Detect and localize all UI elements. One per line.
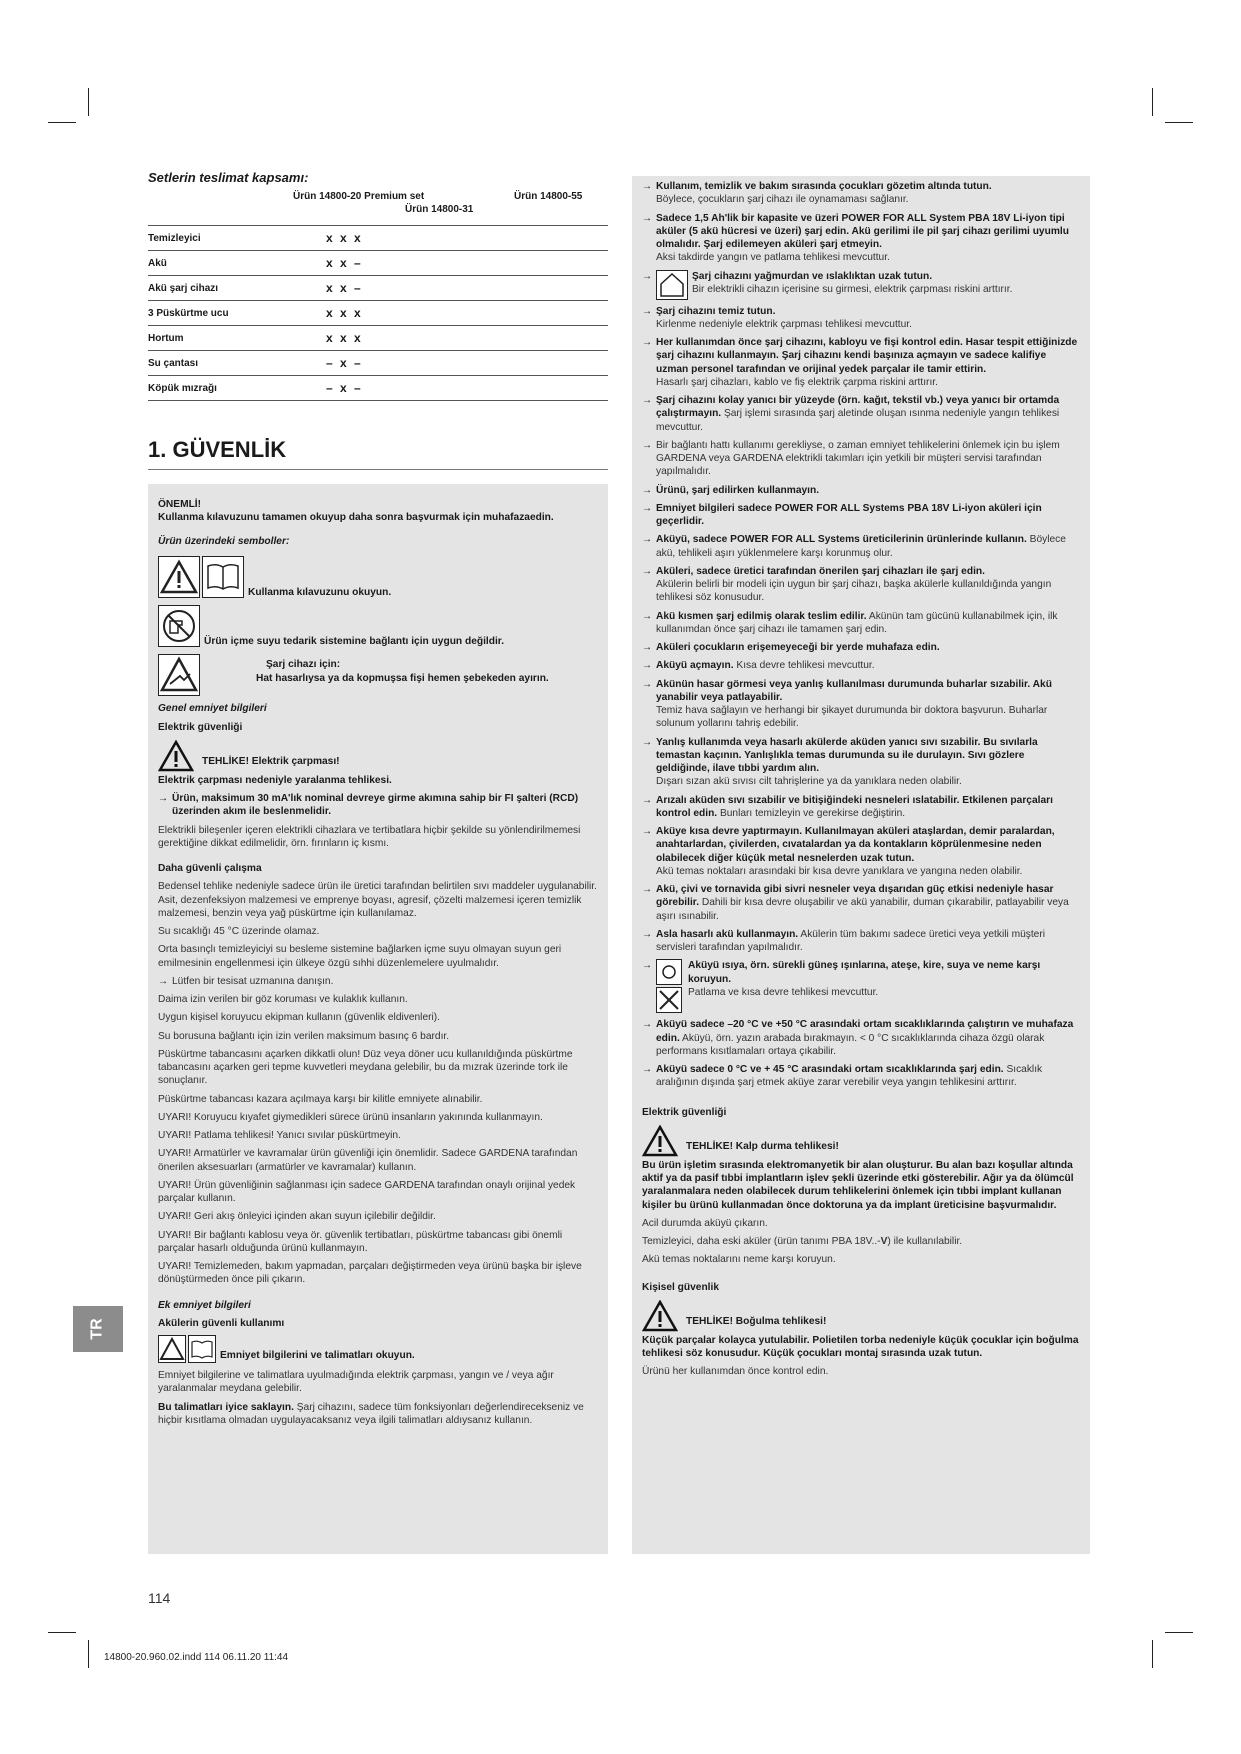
crop-mark — [1152, 1640, 1153, 1668]
r19-bold: Akü, çivi ve tornavida gibi sivri nesneler veya dışarıdan güç etkisi nedeniyle hasar görebilir. — [656, 884, 1054, 909]
crop-mark — [88, 1640, 89, 1668]
older-batteries-b: V — [880, 1236, 888, 1247]
danger-suffocation — [642, 1300, 1080, 1332]
r3-bold: Şarj cihazını yağmurdan ve ıslaklıktan uzak tutun. — [692, 270, 933, 282]
safer-11: UYARI! Patlama tehlikesi! Yanıcı sıvılar püskürtmeyin. — [158, 1130, 401, 1141]
warning-triangle-icon — [642, 1125, 678, 1157]
warning-triangle-icon — [158, 556, 200, 598]
safer-12: UYARI! Armatürler ve kavramalar ürün güvenliği için önemlidir. Sadece GARDENA tarafından önerilen aksesuarları (armatürler ve kavramalar) kullanın. — [158, 1148, 578, 1173]
r15-text: Temiz hava sağlayın ve herhangi bir şikayet durumunda bir doktora başvurun. Buharlar solunum yollarını tahriş edebilir. — [656, 705, 1048, 730]
no-water-icon — [656, 987, 682, 1013]
row-item-name: Köpük mızrağı — [148, 382, 217, 394]
arrow-icon: → — [642, 395, 653, 406]
safer-6: Uygun kişisel koruyucu ekipman kullanın (güvenlik eldivenleri). — [158, 1012, 440, 1024]
warning-triangle-icon — [158, 1335, 186, 1363]
general-safety-title: Genel emniyet bilgileri — [158, 703, 267, 715]
language-tab — [73, 1306, 123, 1352]
header-product-3: Ürün 14800-55 — [514, 191, 583, 202]
safer-7: Su borusuna bağlantı için izin verilen maksimum basınç 6 bardır. — [158, 1030, 450, 1042]
r6-text: Şarj işlemi sırasında şarj aletinde oluşan ısınma nedeniyle yangın tehlikesi mevcuttur. — [656, 408, 1060, 433]
row-item-name: Su çantası — [148, 357, 199, 369]
crop-mark — [88, 88, 89, 116]
safer-3: Orta basınçlı temizleyiciyi su besleme sistemine bağlarken içme suyu olmayan suyun geri emilmesinin engellenmesi için ülkeye özgü sıhhi düzenlemelere uyulmalıdır. — [158, 944, 562, 969]
r20-text: Akülerin tüm bakımı sadece üretici veya yetkili müşteri servisleri tarafından yapılmalıdır. — [656, 928, 1045, 953]
important-label: ÖNEMLİ! — [158, 499, 202, 510]
r5-bold: Her kullanımdan önce şarj cihazını, kabloyu ve fişi kontrol edin. Hasar tespit ettiğinizde şarj cihazını kullanmayın. Şarj cihazını kendi başınıza açmayın ve sadece kalifiye uzman personel tarafından ve orijinal yedek parçalar ile tamir ettirin. — [656, 337, 1078, 375]
section-title: 1. GÜVENLİK — [148, 437, 608, 470]
read-instructions-note: Emniyet bilgilerine ve talimatlara uyulmadığında elektrik çarpması, yangın ve / veya ağır yaralanmalar meydana gelebilir. — [158, 1370, 554, 1395]
personal-safety-title: Kişisel güvenlik — [642, 1281, 720, 1293]
safer-15: UYARI! Bir bağlantı kablosu veya ör. güvenlik tertibatları, püskürtme tabancası gibi önemli parçalar hasarlı olduğunda ürünü kullanmayın. — [158, 1229, 563, 1254]
row-item-value: x x – — [326, 256, 363, 270]
electrical-safety-title: Elektrik güvenliği — [158, 721, 243, 733]
safer-10: UYARI! Koruyucu kıyafet giymedikleri sürece ürünü insanların yakınında kullanmayın. — [158, 1111, 543, 1123]
r21-text: Patlama ve kısa devre tehlikesi mevcuttur. — [688, 986, 879, 998]
delivery-title: Setlerin teslimat kapsamı: — [148, 170, 309, 185]
heat-sun-icon — [656, 959, 682, 985]
r23-text: Sıcaklık aralığının dışında şarj etmek aküye zarar verebilir veya yangın tehlikesini arttırır. — [656, 1064, 1043, 1089]
safer-16: UYARI! Temizlemeden, bakım yapmadan, parçaları değiştirmeden veya ürünü başka bir işleve dönüştürmeden önce pili çıkarın. — [158, 1261, 582, 1286]
crop-mark — [48, 122, 76, 123]
row-item-value: x x x — [326, 331, 363, 345]
older-batteries-c: ) ile kullanılabilir. — [887, 1236, 963, 1247]
arrow-icon: → — [642, 212, 653, 224]
arrow-icon: → — [642, 270, 653, 282]
r19-text: Dahili bir kısa devre oluşabilir ve akü yanabilir, duman çıkarabilir, patlayabilir veya aşırı ısınabilir. — [656, 897, 1069, 922]
symbol-manual-text: Kullanma kılavuzunu okuyun. — [248, 586, 392, 598]
danger-heart — [642, 1125, 1080, 1157]
row-item-name: Hortum — [148, 332, 184, 344]
symbol-charger-text: Hat hasarlıysa ya da kopmuşsa fişi hemen şebekeden ayırın. — [256, 672, 549, 684]
symbols-title: Ürün üzerindeki semboller: — [158, 535, 290, 547]
r18-text: Akü temas noktaları arasındaki bir kısa devre yanıklara ve yangına neden olabilir. — [656, 865, 1023, 877]
crop-mark — [1165, 122, 1193, 123]
r4-text: Kirlenme nedeniyle elektrik çarpması tehlikesi mevcuttur. — [656, 318, 912, 330]
emergency-note: Acil durumda aküyü çıkarın. — [642, 1217, 768, 1229]
arrow-icon: → — [642, 439, 653, 451]
keep-instructions-bold: Bu talimatları iyice saklayın. — [158, 1401, 294, 1413]
safer-1: Bedensel tehlike nedeniyle sadece ürün ile üretici tarafından belirtilen sıvı maddeler uygulanabilir. Asit, dezenfeksiyon malzemesi ve emprenye boyası, agresif, çözelti malzemesi içeren temizlik malzemesi, benzin veya yağ püskürtme için kullanılamaz. — [158, 881, 597, 919]
crop-mark — [1152, 88, 1153, 116]
symbol-manual — [158, 556, 598, 599]
no-drinking-water-icon — [158, 605, 200, 647]
arrow-icon: → — [642, 642, 653, 653]
symbol-drinking-water — [158, 605, 598, 648]
rain-house-icon — [656, 270, 688, 300]
language-tab-label: TR — [88, 1318, 106, 1340]
battery-safety-title: Akülerin güvenli kullanımı — [158, 1317, 285, 1329]
row-item-name: Akü — [148, 257, 167, 269]
table-row — [148, 250, 608, 275]
arrow-icon: → — [642, 884, 653, 895]
page-number: 114 — [148, 1590, 171, 1606]
r8-bold: Ürünü, şarj edilirken kullanmayın. — [656, 484, 820, 496]
arrow-icon: → — [642, 826, 653, 837]
row-item-value: – x – — [326, 356, 363, 370]
danger-electric-sub: Elektrik çarpması nedeniyle yaralanma tehlikesi. — [158, 774, 392, 786]
safer-9: Püskürtme tabancası kazara açılmaya karşı bir kilitle emniyete alınabilir. — [158, 1093, 483, 1105]
extra-safety-title: Ek emniyet bilgileri — [158, 1299, 251, 1311]
r20-bold: Asla hasarlı akü kullanmayın. — [656, 928, 799, 940]
table-row — [148, 225, 608, 250]
arrow-icon: → — [642, 736, 653, 748]
safer-2: Su sıcaklığı 45 °C üzerinde olamaz. — [158, 926, 320, 937]
r6-bold: Şarj cihazını kolay yanıcı bir yüzeyde (örn. kağıt, tekstil vb.) veya yanıcı bir ortamda çalıştırmayın. — [656, 395, 1060, 420]
electrical-safety-2-title: Elektrik güvenliği — [642, 1106, 727, 1118]
safer-4: Lütfen bir tesisat uzmanına danışın. — [172, 975, 334, 987]
safer-14: UYARI! Geri akış önleyici içinden akan suyun içilebilir değildir. — [158, 1211, 436, 1223]
arrow-icon: → — [642, 1019, 653, 1031]
row-item-value: x x – — [326, 281, 363, 295]
delivery-table — [148, 170, 608, 401]
header-product-1: Ürün 14800-20 Premium set — [293, 191, 425, 202]
danger-suffocation-text: Küçük parçalar kolayca yutulabilir. Polietilen torba nedeniyle küçük çocuklar için boğulma tehlikesi söz konusudur. Küçük çocukları montaj sırasında uzak tutun. — [642, 1334, 1079, 1359]
arrow-icon: → — [642, 565, 653, 577]
arrow-icon: → — [642, 502, 653, 514]
rcd-note: Ürün, maksimum 30 mA'lık nominal devreye girme akımına sahip bir FI şalteri (RCD) üzerinden akım ile beslenmelidir. — [172, 793, 579, 818]
important-text: Kullanma kılavuzunu tamamen okuyup daha sonra başvurmak için muhafazaedin. — [158, 512, 554, 524]
contacts-note: Akü temas noktalarını neme karşı koruyun. — [642, 1254, 836, 1266]
read-instructions-text: Emniyet bilgilerini ve talimatları okuyun. — [220, 1350, 415, 1361]
left-column — [148, 484, 608, 1554]
r13-bold: Aküleri çocukların erişemeyeceği bir yerde muhafaza edin. — [656, 642, 940, 653]
warning-triangle-icon — [642, 1300, 678, 1332]
safer-work-title: Daha güvenli çalışma — [158, 863, 262, 874]
danger-suffocation-label: TEHLİKE! Boğulma tehlikesi! — [686, 1316, 827, 1328]
row-item-name: 3 Püskürtme ucu — [148, 307, 229, 319]
r7-text: Bir bağlantı hattı kullanımı gerekliyse, o zaman emniyet tehlikelerini önlemek için bu işlem GARDENA veya GARDENA elektrikli takımları için yetkili bir müşteri servisi tarafından yapılmalıdır. — [656, 439, 1060, 478]
r12-bold: Akü kısmen şarj edilmiş olarak teslim edilir. — [656, 610, 867, 622]
table-row — [148, 300, 608, 325]
r10-text: Böylece akü, tehlikeli aşırı yüklenmelere karşı korunmuş olur. — [656, 534, 1066, 559]
symbol-drinking-water-text: Ürün içme suyu tedarik sistemine bağlantı için uygun değildir. — [204, 636, 505, 647]
danger-electric-label: TEHLİKE! Elektrik çarpması! — [202, 756, 340, 768]
r14-bold: Aküyü açmayın. — [656, 660, 734, 672]
table-row — [148, 275, 608, 300]
check-product-note: Ürünü her kullanımdan önce kontrol edin. — [642, 1366, 829, 1378]
book-icon — [188, 1335, 216, 1363]
r2-bold: Sadece 1,5 Ah'lik bir kapasite ve üzeri POWER FOR ALL System PBA 18V Li-iyon tipi aküler (5 akü hücresi ve üzeri) şarj edin. Akü gerilimi ile pil şarj cihazı gerilimi uyumlu olmalıdır. Şarj edilemeyen aküleri şarj etmeyin. — [656, 212, 1069, 250]
table-row — [148, 325, 608, 350]
danger-heart-label: TEHLİKE! Kalp durma tehlikesi! — [686, 1141, 839, 1153]
table-row — [148, 350, 608, 375]
row-item-name: Akü şarj cihazı — [148, 282, 219, 294]
r3-text: Bir elektrikli cihazın içerisine su girmesi, elektrik çarpması riskini arttırır. — [692, 283, 1013, 295]
delivery-header — [148, 191, 608, 225]
arrow-icon: → — [158, 793, 169, 804]
book-icon — [202, 556, 244, 598]
row-item-value: x x x — [326, 306, 363, 320]
r11-text: Akülerin belirli bir modeli için uygun bir şarj cihazı, başka akülerle kullanıldığında yangın tehlikesi söz konusudur. — [656, 579, 1052, 604]
arrow-icon: → — [642, 660, 653, 672]
r9-bold: Emniyet bilgileri sadece POWER FOR ALL Systems PBA 18V Li-iyon aküleri için geçerlidir. — [656, 502, 1042, 527]
electric-note: Elektrikli bileşenler içeren elektrikli cihazlara ve tertibatlara hiçbir şekilde su yönlendirilmemesi gerektiğine dikkat edilmelidir, örn. fırınların iç kısmı. — [158, 824, 581, 849]
arrow-icon: → — [158, 975, 169, 987]
symbol-charger-title: Şarj cihazı için: — [266, 659, 341, 671]
cable-warning-icon — [158, 654, 200, 696]
file-info: 14800-20.960.02.indd 114 06.11.20 11:44 — [104, 1652, 289, 1663]
row-item-value: – x – — [326, 381, 363, 395]
keep-instructions-text: Şarj cihazını, sadece tüm fonksiyonları değerlendirecekseniz ve hiçbir kısıtlama olmadan uygulayacaksanız veya ilgili talimatları aldıysanız kullanın. — [158, 1401, 584, 1426]
r22-text: Aküyü, örn. yazın arabada bırakmayın. < 0 °C sıcaklıklarında cihaza özgü olarak performans kısıtlamaları ortaya çıkabilir. — [656, 1032, 1045, 1057]
arrow-icon: → — [642, 960, 653, 972]
warning-triangle-icon — [158, 740, 194, 772]
right-column — [632, 176, 1090, 1554]
row-item-name: Temizleyici — [148, 232, 201, 244]
r23-bold: Aküyü sadece 0 °C ve + 45 °C arasındaki ortam sıcaklıklarında şarj edin. — [656, 1064, 1004, 1075]
danger-electric — [158, 740, 598, 772]
older-batteries-a: Temizleyici, daha eski aküler (ürün tanımı PBA 18V..- — [642, 1236, 881, 1247]
arrow-icon: → — [642, 181, 653, 192]
r4-bold: Şarj cihazını temiz tutun. — [656, 305, 776, 317]
r17-bold: Arızalı aküden sıvı sızabilir ve bitişiğindeki nesneleri ıslatabilir. Etkilenen parçaları kontrol edin. — [656, 794, 1053, 819]
arrow-icon: → — [642, 1064, 653, 1075]
symbol-read-instructions — [158, 1335, 598, 1363]
r18-bold: Aküye kısa devre yaptırmayın. Kullanılmayan aküleri ataşlardan, demir paralardan, anahtarlardan, çivilerden, cıvatalardan ya da kontakların köprülenmesine neden olabilecek diğer küçük metal nesnelerden uzak tutun. — [656, 826, 1055, 864]
r22-bold: Aküyü sadece –20 °C ve +50 °C arasındaki ortam sıcaklıklarında çalıştırın ve muhafaza edin. — [656, 1019, 1074, 1044]
safer-13: UYARI! Ürün güvenliğinin sağlanması için sadece GARDENA tarafından onaylı orijinal yedek parçalar kullanın. — [158, 1179, 576, 1204]
table-row — [148, 375, 608, 400]
safer-5: Daima izin verilen bir göz koruması ve kulaklık kullanın. — [158, 994, 408, 1005]
arrow-icon: → — [642, 928, 653, 940]
header-product-2: Ürün 14800-31 — [405, 204, 474, 215]
r12-text: Akünün tam gücünü kullanabilmek için, ilk kullanımdan önce şarj cihazı ile tamamen şarj edin. — [656, 610, 1058, 635]
arrow-icon: → — [642, 678, 653, 690]
r16-bold: Yanlış kullanımda veya hasarlı akülerde aküden yanıcı sıvı sızabilir. Bu sıvılarla temastan kaçının. Yanlışlıkla temas durumunda su ile durulayın. Sıvı gözlere geldiğinde, ilave tıbbi yardım alın. — [656, 736, 1038, 774]
arrow-icon: → — [642, 794, 653, 806]
r5-text: Hasarlı şarj cihazları, kablo ve fiş elektrik çarpma riskini arttırır. — [656, 376, 938, 388]
danger-heart-text: Bu ürün işletim sırasında elektromanyetik bir alan oluşturur. Bu alan bazı koşullar altında aktif ya da pasif tıbbi implantların işlev şekli üzerinde etki gösterebilir. Ağır ya da ölümcül yaralanmalara neden olabilecek durum tehlikelerini önlemek için tıbbi implant kullanan kişiler bu ürünü kullanmadan önce doktoruna ya da implant üreticisine başvurmalıdır. — [642, 1159, 1074, 1211]
r15-bold: Akünün hasar görmesi veya yanlış kullanılması durumunda buharlar sızabilir. Akü yanabilir veya patlayabilir. — [656, 678, 1052, 703]
symbol-charger — [158, 654, 598, 696]
r10-bold: Aküyü, sadece POWER FOR ALL Systems üreticilerinin ürünlerinde kullanın. — [656, 534, 1027, 546]
r14-text: Kısa devre tehlikesi mevcuttur. — [733, 660, 875, 672]
arrow-icon: → — [642, 484, 653, 496]
r17-text: Bunları temizleyin ve gerekirse değiştirin. — [717, 807, 906, 819]
arrow-icon: → — [642, 305, 653, 317]
r16-text: Dışarı sızan akü sıvısı cilt tahrişlerine ya da yanıklara neden olabilir. — [656, 776, 962, 788]
arrow-icon: → — [642, 534, 653, 546]
safer-8: Püskürtme tabancasını açarken dikkatli olun! Düz veya döner ucu kullanıldığında püskürtme tabancasını açarken geri tepme kuvvetleri meydana gelebilir, bu da mızrak üzerinde tork ile sonuçlanır. — [158, 1048, 573, 1087]
r1-text: Böylece, çocukların şarj cihazı ile oynamaması sağlanır. — [656, 194, 909, 206]
crop-mark — [48, 1632, 76, 1633]
crop-mark — [1165, 1632, 1193, 1633]
r1-bold: Kullanım, temizlik ve bakım sırasında çocukları gözetim altında tutun. — [656, 181, 992, 192]
r11-bold: Aküleri, sadece üretici tarafından önerilen şarj cihazları ile şarj edin. — [656, 565, 985, 577]
arrow-icon: → — [642, 337, 653, 348]
r21-bold: Aküyü ısıya, örn. sürekli güneş ışınlarına, ateşe, kire, suya ve neme karşı koruyun. — [688, 960, 1041, 985]
row-item-value: x x x — [326, 231, 363, 245]
r2-text: Aksi takdirde yangın ve patlama tehlikesi mevcuttur. — [656, 252, 890, 264]
arrow-icon: → — [642, 610, 653, 622]
